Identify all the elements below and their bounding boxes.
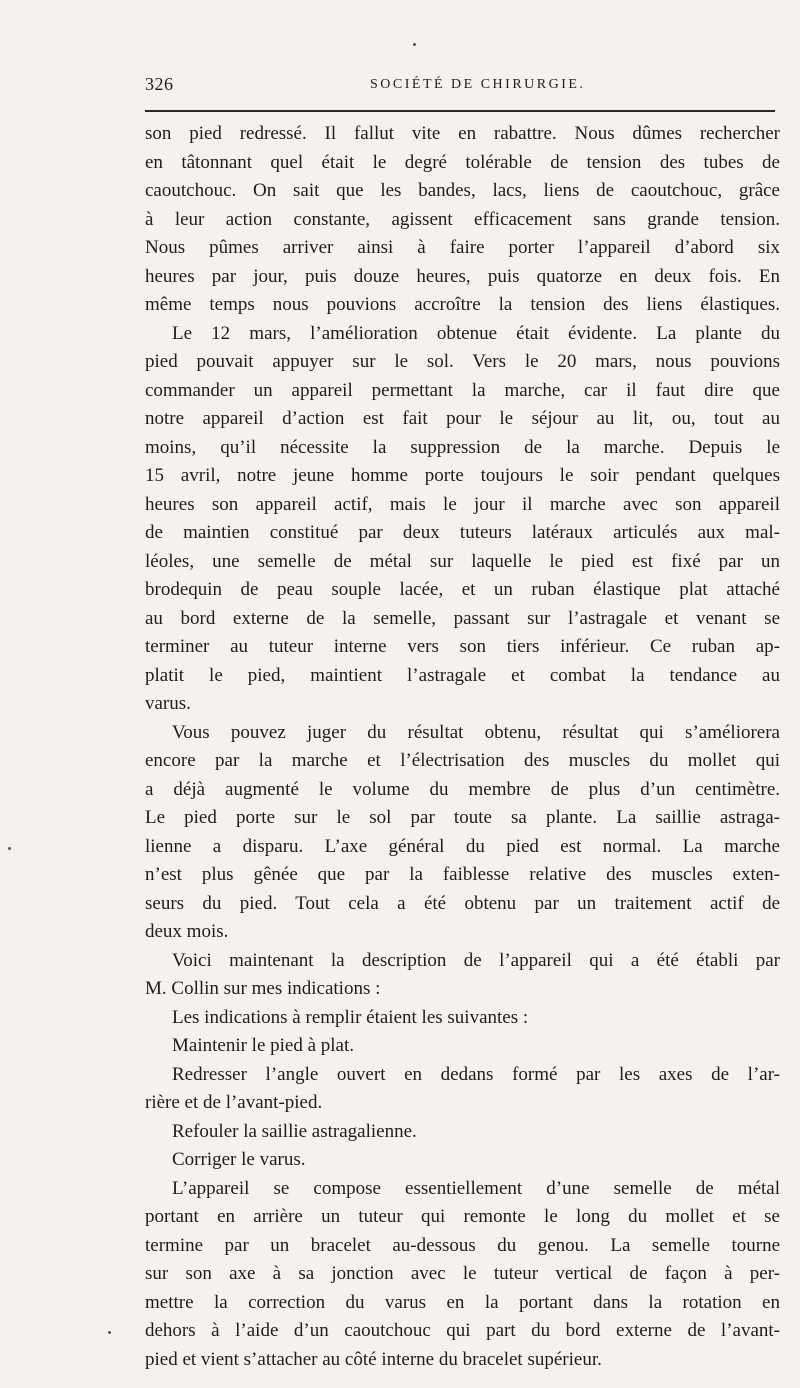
page-number: 326 [145, 74, 174, 94]
paper-speck [413, 43, 416, 46]
text-line: lienne a disparu. L’axe général du pied est normal. La marche [145, 835, 780, 857]
text-line: en tâtonnant quel était le degré tolérable de tension des tubes de [145, 151, 780, 173]
text-line: pied pouvait appuyer sur le sol. Vers le 20 mars, nous pouvions [145, 351, 780, 372]
text-line: n’est plus gênée que par la faiblesse relative des muscles exten- [145, 864, 780, 885]
text-line: à leur action constante, agissent efficacement sans grande tension. [145, 208, 780, 230]
text-line: heures par jour, puis douze heures, puis quatorze en deux fois. En [145, 265, 780, 287]
text-line: sur son axe à sa jonction avec le tuteur vertical de façon à per- [145, 1263, 780, 1284]
text-line: de maintien constitué par deux tuteurs latéraux articulés aux mal- [145, 522, 780, 543]
paper-speck [108, 1331, 111, 1334]
text-line: terminer au tuteur interne vers son tiers inférieur. Ce ruban ap- [145, 636, 780, 657]
text-line: moins, qu’il nécessite la suppression de la marche. Depuis le [145, 436, 780, 458]
text-line: brodequin de peau souple lacée, et un ruban élastique plat attaché [145, 579, 780, 600]
running-title: SOCIÉTÉ DE CHIRURGIE. [370, 77, 586, 92]
text-line: seurs du pied. Tout cela a été obtenu par un traitement actif de [145, 892, 780, 914]
text-line: son pied redressé. Il fallut vite en rabattre. Nous dûmes rechercher [145, 123, 780, 144]
text-line: 15 avril, notre jeune homme porte toujours le soir pendant quelques [145, 465, 780, 486]
text-line: varus. [145, 693, 191, 714]
text-line: Vous pouvez juger du résultat obtenu, résultat qui s’améliorera [172, 721, 780, 743]
text-line: commander un appareil permettant la marche, car il faut dire que [145, 379, 780, 401]
text-line: au bord externe de la semelle, passant sur l’astragale et venant se [145, 607, 780, 629]
text-line: Le pied porte sur le sol par toute sa plante. La saillie astraga- [145, 807, 780, 828]
text-line: même temps nous pouvions accroître la tension des liens élastiques. [145, 294, 780, 315]
body-text [145, 120, 780, 1374]
text-line: Corriger le varus. [172, 1149, 306, 1170]
text-line: L’appareil se compose essentiellement d’une semelle de métal [172, 1177, 780, 1199]
text-line: Voici maintenant la description de l’appareil qui a été établi par [172, 949, 780, 971]
text-line: léoles, une semelle de métal sur laquelle le pied est fixé par un [145, 550, 780, 572]
text-line: Redresser l’angle ouvert en dedans formé par les axes de l’ar- [172, 1063, 780, 1085]
paper-speck [8, 847, 11, 850]
text-line: Nous pûmes arriver ainsi à faire porter l’appareil d’abord six [145, 237, 780, 258]
text-line: Les indications à remplir étaient les suivantes : [172, 1006, 529, 1028]
text-line: termine par un bracelet au-dessous du genou. La semelle tourne [145, 1234, 780, 1256]
running-head [145, 74, 775, 102]
text-line: M. Collin sur mes indications : [145, 978, 381, 999]
text-line: a déjà augmenté le volume du membre de plus d’un centimètre. [145, 778, 780, 800]
text-line: Maintenir le pied à plat. [172, 1035, 355, 1056]
text-line: encore par la marche et l’électrisation des muscles du mollet qui [145, 750, 780, 771]
text-line: notre appareil d’action est fait pour le séjour au lit, ou, tout au [145, 408, 780, 429]
text-line: portant en arrière un tuteur qui remonte le long du mollet et se [145, 1206, 780, 1227]
text-line: deux mois. [145, 921, 229, 942]
text-line: caoutchouc. On sait que les bandes, lacs, liens de caoutchouc, grâce [145, 180, 780, 201]
text-line: heures son appareil actif, mais le jour il marche avec son appareil [145, 493, 780, 515]
text-line: Refouler la saillie astragalienne. [172, 1120, 417, 1142]
text-line: pied et vient s’attacher au côté interne du bracelet supérieur. [145, 1348, 602, 1370]
text-line: mettre la correction du varus en la portant dans la rotation en [145, 1291, 780, 1313]
header-rule [145, 110, 775, 112]
text-line: Le 12 mars, l’amélioration obtenue était évidente. La plante du [172, 322, 780, 344]
text-line: dehors à l’aide d’un caoutchouc qui part du bord externe de l’avant- [145, 1320, 780, 1341]
text-line: rière et de l’avant-pied. [145, 1092, 323, 1113]
text-line: platit le pied, maintient l’astragale et combat la tendance au [145, 664, 780, 686]
